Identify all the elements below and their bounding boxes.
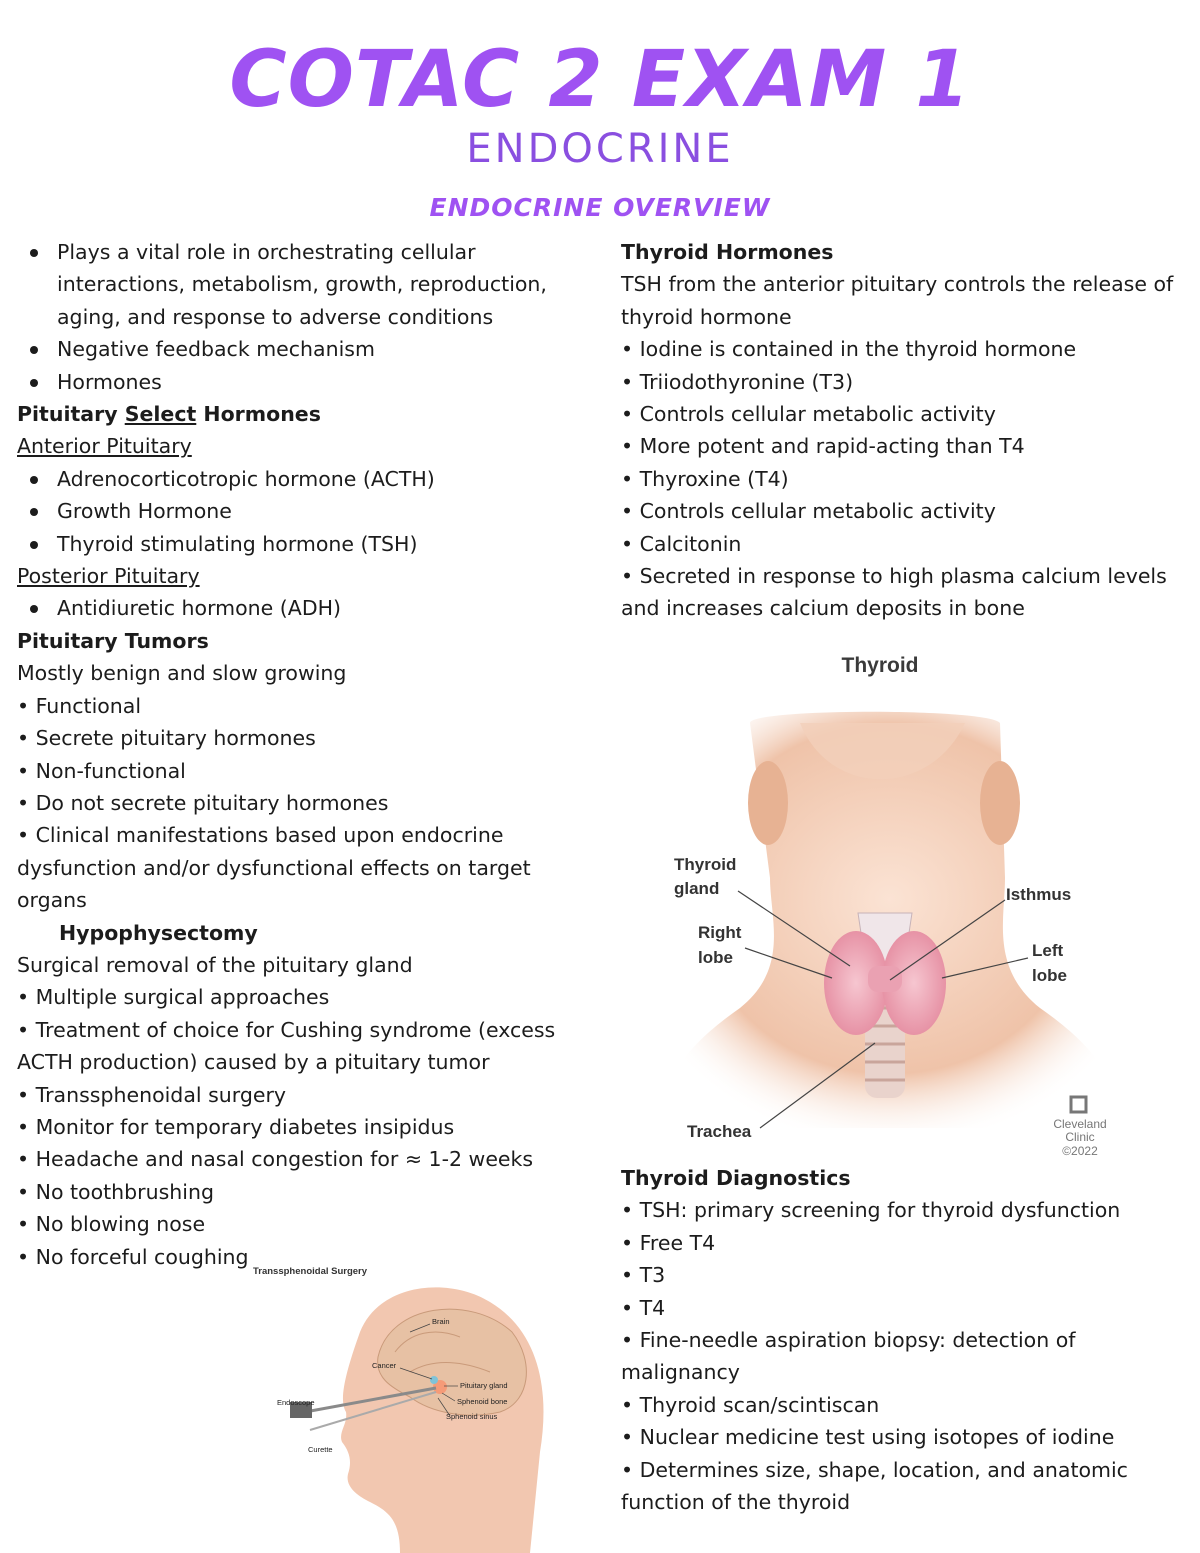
anterior-item: Thyroid stimulating hormone (TSH) — [17, 528, 587, 560]
right-ear — [748, 761, 788, 845]
label-sphenoid-sinus: Sphenoid sinus — [446, 1412, 498, 1421]
thyroid-hormones-line: • More potent and rapid-acting than T4 — [621, 434, 1025, 459]
tumors-line: • Functional — [17, 693, 142, 718]
thyroid-hormones-line: • Controls cellular metabolic activity — [621, 499, 996, 524]
anterior-pituitary-label: Anterior Pituitary — [17, 434, 192, 459]
label-right-lobe-2: lobe — [698, 948, 733, 967]
hypophysectomy-line: Surgical removal of the pituitary gland — [17, 952, 413, 977]
posterior-item: Antidiuretic hormone (ADH) — [17, 592, 587, 624]
overview-bullet: Negative feedback mechanism — [17, 333, 587, 365]
overview-bullet: Plays a vital role in orchestrating cellular interactions, metabolism, growth, reproduction, aging, and response to adverse conditions — [17, 236, 587, 333]
label-brain: Brain — [432, 1317, 450, 1326]
thyroid-hormones-line: • Secreted in response to high plasma calcium levels and increases calcium deposits in bone — [621, 564, 1167, 621]
label-endoscope: Endoscope — [277, 1398, 315, 1407]
thyroid-diagnostics-line: • T3 — [621, 1263, 666, 1288]
thyroid-hormones-line: • Calcitonin — [621, 531, 742, 556]
label-cancer: Cancer — [372, 1361, 397, 1370]
thyroid-hormones-line: • Controls cellular metabolic activity — [621, 402, 996, 427]
thyroid-diagnostics-heading: Thyroid Diagnostics — [621, 1165, 851, 1190]
tumors-line: • Non-functional — [17, 758, 186, 783]
anterior-item: Growth Hormone — [17, 495, 587, 527]
thyroid-isthmus — [868, 966, 902, 992]
thyroid-diagnostics-line: • Determines size, shape, location, and anatomic function of the thyroid — [621, 1457, 1128, 1514]
hypophysectomy-line: • Headache and nasal congestion for ≈ 1-2 weeks — [17, 1147, 534, 1172]
pituitary-figure-title: Transsphenoidal Surgery — [253, 1266, 368, 1277]
hypophysectomy-line: • Transsphenoidal surgery — [17, 1082, 287, 1107]
tumors-line: • Secrete pituitary hormones — [17, 726, 316, 751]
cancer-tumor — [430, 1376, 438, 1384]
thyroid-diagnostics-line: • Nuclear medicine test using isotopes of iodine — [621, 1425, 1115, 1450]
hypophysectomy-line: • Treatment of choice for Cushing syndrome (excess ACTH production) caused by a pituitary tumor — [17, 1017, 556, 1075]
credit-line3: ©2022 — [1062, 1144, 1098, 1158]
anterior-item: Adrenocorticotropic hormone (ACTH) — [17, 463, 587, 495]
left-column — [17, 236, 587, 1273]
posterior-pituitary-label: Posterior Pituitary — [17, 564, 200, 589]
section-title: ENDOCRINE OVERVIEW — [429, 193, 771, 222]
label-thyroid-gland-2: gland — [674, 879, 720, 898]
label-left-lobe-1: Left — [1032, 941, 1064, 960]
label-left-lobe-2: lobe — [1032, 966, 1067, 985]
thyroid-diagnostics-line: • TSH: primary screening for thyroid dysfunction — [621, 1198, 1121, 1223]
thyroid-diagnostics-line: • Free T4 — [621, 1230, 716, 1255]
thyroid-diagnostics-line: • Thyroid scan/scintiscan — [621, 1392, 880, 1417]
thyroid-illustration — [660, 648, 1120, 1168]
overview-bullet: Hormones — [17, 366, 587, 398]
credit-line1: Cleveland — [1053, 1117, 1107, 1131]
hypophysectomy-line: • Multiple surgical approaches — [17, 985, 330, 1010]
thyroid-hormones-line: • Triiodothyronine (T3) — [621, 369, 854, 394]
label-right-lobe-1: Right — [698, 923, 742, 942]
label-curette: Curette — [308, 1445, 333, 1454]
tumors-line: • Do not secrete pituitary hormones — [17, 790, 389, 815]
label-trachea: Trachea — [687, 1122, 752, 1141]
hypophysectomy-heading: Hypophysectomy — [59, 920, 258, 945]
label-pituitary-gland: Pituitary gland — [460, 1381, 508, 1390]
thyroid-hormones-line: • Thyroxine (T4) — [621, 466, 789, 491]
hypophysectomy-line: • Monitor for temporary diabetes insipidus — [17, 1114, 455, 1139]
label-isthmus: Isthmus — [1006, 885, 1072, 904]
tumors-line: Mostly benign and slow growing — [17, 661, 347, 686]
page-subtitle: ENDOCRINE — [466, 126, 734, 172]
tumors-line: • Clinical manifestations based upon endocrine dysfunction and/or dysfunctional effects on target organs — [17, 823, 531, 913]
hypophysectomy-line: • No blowing nose — [17, 1212, 206, 1237]
thyroid-hormones-line: • Iodine is contained in the thyroid hormone — [621, 337, 1077, 362]
thyroid-hormones-line: TSH from the anterior pituitary controls the release of thyroid hormone — [621, 272, 1174, 329]
label-thyroid-gland-1: Thyroid — [674, 855, 737, 874]
tumors-heading: Pituitary Tumors — [17, 628, 209, 653]
thyroid-figure-title: Thyroid — [841, 654, 919, 677]
hypophysectomy-line: • No forceful coughing — [17, 1244, 249, 1269]
pituitary-heading-a: Pituitary — [17, 402, 125, 427]
pituitary-surgery-illustration — [250, 1262, 555, 1553]
label-sphenoid-bone: Sphenoid bone — [457, 1397, 508, 1406]
pituitary-heading-select: Select — [124, 402, 197, 427]
left-ear — [980, 761, 1020, 845]
thyroid-diagnostics-line: • T4 — [621, 1295, 666, 1320]
thyroid-hormones-heading: Thyroid Hormones — [621, 240, 834, 264]
credit-line2: Clinic — [1065, 1130, 1095, 1144]
thyroid-diagnostics-line: • Fine-needle aspiration biopsy: detection of malignancy — [621, 1327, 1076, 1385]
page-title: COTAC 2 EXAM 1 — [229, 35, 971, 125]
hypophysectomy-line: • No toothbrushing — [17, 1179, 214, 1204]
pituitary-heading-c: Hormones — [196, 402, 321, 427]
pituitary-heading — [17, 398, 587, 430]
